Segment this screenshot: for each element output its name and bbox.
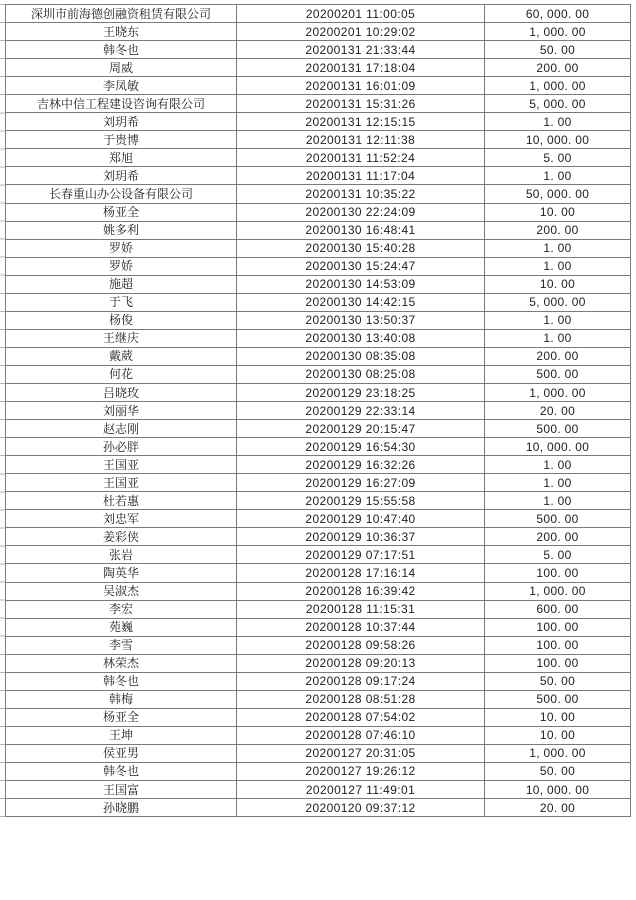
payer-name-cell: 王国亚 [6,456,237,473]
amount-cell: 10. 00 [539,205,576,220]
table-row [6,510,630,528]
amount-cell: 1. 00 [543,457,572,472]
amount-cell: 1, 000. 00 [529,584,586,599]
payer-name-cell: 刘玥希 [6,113,237,130]
timestamp-cell: 20200130 14:42:15 [237,294,485,311]
amount-cell: 500. 00 [536,692,579,707]
table-row [6,564,630,582]
timestamp-cell: 20200129 16:32:26 [237,456,485,473]
table-row [6,673,630,691]
timestamp-cell: 20200130 16:48:41 [237,222,485,239]
timestamp-cell: 20200130 15:24:47 [237,258,485,275]
timestamp-cell: 20200131 16:01:09 [237,77,485,94]
payer-name-cell: 王国富 [6,781,237,798]
table-row [6,438,630,456]
payer-name-cell: 罗娇 [6,240,237,257]
timestamp-cell: 20200131 12:11:38 [237,131,485,148]
amount-cell: 10, 000. 00 [525,439,590,454]
payer-name-cell: 吕晓玫 [6,384,237,401]
payer-name-cell: 王继庆 [6,330,237,347]
timestamp-cell: 20200127 11:49:01 [237,781,485,798]
timestamp-cell: 20200129 07:17:51 [237,546,485,563]
amount-cell: 100. 00 [536,656,579,671]
payer-name-cell: 李宏 [6,601,237,618]
table-row [6,59,630,77]
table-row [6,402,630,420]
table-row [6,420,630,438]
payer-name-cell: 韩梅 [6,691,237,708]
amount-cell: 10. 00 [539,728,576,743]
timestamp-cell: 20200131 11:17:04 [237,167,485,184]
timestamp-cell: 20200130 22:24:09 [237,204,485,221]
payer-name-cell: 吴淑杰 [6,583,237,600]
table-row [6,204,630,222]
amount-cell: 10, 000. 00 [525,782,590,797]
payer-name-cell: 孙必胖 [6,438,237,455]
payer-name-cell: 刘忠军 [6,510,237,527]
table-row [6,167,630,185]
payer-name-cell: 韩冬也 [6,763,237,780]
table-row [6,655,630,673]
payer-name-cell: 杨俊 [6,312,237,329]
payer-name-cell: 刘丽华 [6,402,237,419]
timestamp-cell: 20200131 11:52:24 [237,149,485,166]
amount-cell: 500. 00 [536,421,579,436]
table-row [6,348,630,366]
payer-name-cell: 韩冬也 [6,41,237,58]
amount-cell: 50, 000. 00 [525,186,590,201]
timestamp-cell: 20200131 17:18:04 [237,59,485,76]
timestamp-cell: 20200130 08:25:08 [237,366,485,383]
table-row [6,5,630,23]
amount-cell: 1. 00 [543,493,572,508]
table-row [6,619,630,637]
table-row [6,276,630,294]
table-row [6,546,630,564]
timestamp-cell: 20200131 12:15:15 [237,113,485,130]
table-row [6,240,630,258]
payer-name-cell: 杜若惠 [6,492,237,509]
table-row [6,77,630,95]
amount-cell: 100. 00 [536,620,579,635]
timestamp-cell: 20200128 07:46:10 [237,727,485,744]
timestamp-cell: 20200128 16:39:42 [237,583,485,600]
payer-name-cell: 王国亚 [6,474,237,491]
table-row [6,528,630,546]
amount-cell: 5. 00 [543,547,572,562]
table-row [6,95,630,113]
amount-cell: 600. 00 [536,602,579,617]
timestamp-cell: 20200128 09:17:24 [237,673,485,690]
table-row [6,691,630,709]
amount-cell: 200. 00 [536,60,579,75]
table-row [6,330,630,348]
amount-cell: 500. 00 [536,367,579,382]
payer-name-cell: 王坤 [6,727,237,744]
payer-name-cell: 吉林中信工程建设咨询有限公司 [6,95,237,112]
timestamp-cell: 20200129 16:27:09 [237,474,485,491]
timestamp-cell: 20200129 15:55:58 [237,492,485,509]
timestamp-cell: 20200130 14:53:09 [237,276,485,293]
table-row [6,583,630,601]
payer-name-cell: 郑旭 [6,149,237,166]
amount-cell: 1. 00 [543,114,572,129]
amount-cell: 10. 00 [539,277,576,292]
timestamp-cell: 20200130 13:40:08 [237,330,485,347]
table-row [6,799,630,817]
amount-cell: 1. 00 [543,259,572,274]
table-row [6,456,630,474]
timestamp-cell: 20200128 10:37:44 [237,619,485,636]
timestamp-cell: 20200128 11:15:31 [237,601,485,618]
payer-name-cell: 于飞 [6,294,237,311]
payer-name-cell: 孙晓鹏 [6,799,237,816]
timestamp-cell: 20200131 10:35:22 [237,185,485,202]
payer-name-cell: 王晓东 [6,23,237,40]
payer-name-cell: 林荣杰 [6,655,237,672]
amount-cell: 50. 00 [539,764,576,779]
timestamp-cell: 20200131 21:33:44 [237,41,485,58]
timestamp-cell: 20200128 07:54:02 [237,709,485,726]
amount-cell: 1. 00 [543,475,572,490]
amount-cell: 100. 00 [536,638,579,653]
timestamp-cell: 20200129 10:36:37 [237,528,485,545]
table-row [6,149,630,167]
table-row [6,727,630,745]
payer-name-cell: 姜彩侠 [6,528,237,545]
amount-cell: 10, 000. 00 [525,132,590,147]
amount-cell: 60, 000. 00 [525,6,590,21]
payer-name-cell: 姚多利 [6,222,237,239]
amount-cell: 200. 00 [536,349,579,364]
timestamp-cell: 20200128 09:20:13 [237,655,485,672]
payer-name-cell: 刘玥希 [6,167,237,184]
amount-cell: 5, 000. 00 [529,96,586,111]
amount-cell: 5. 00 [543,150,572,165]
amount-cell: 1. 00 [543,168,572,183]
amount-cell: 1, 000. 00 [529,385,586,400]
timestamp-cell: 20200201 10:29:02 [237,23,485,40]
amount-cell: 20. 00 [539,800,576,815]
table-row [6,312,630,330]
amount-cell: 50. 00 [539,42,576,57]
payer-name-cell: 杨亚全 [6,709,237,726]
table-row [6,23,630,41]
table-row [6,185,630,203]
table-row [6,366,630,384]
amount-cell: 20. 00 [539,403,576,418]
payer-name-cell: 李雪 [6,637,237,654]
timestamp-cell: 20200128 08:51:28 [237,691,485,708]
table-row [6,294,630,312]
payer-name-cell: 杨亚全 [6,204,237,221]
amount-cell: 10. 00 [539,710,576,725]
amount-cell: 200. 00 [536,529,579,544]
amount-cell: 1. 00 [543,331,572,346]
timestamp-cell: 20200129 16:54:30 [237,438,485,455]
payer-name-cell: 李凤敏 [6,77,237,94]
amount-cell: 1. 00 [543,241,572,256]
table-row [6,258,630,276]
timestamp-cell: 20200120 09:37:12 [237,799,485,816]
amount-cell: 50. 00 [539,674,576,689]
timestamp-cell: 20200130 15:40:28 [237,240,485,257]
timestamp-cell: 20200129 22:33:14 [237,402,485,419]
table-row [6,781,630,799]
payer-name-cell: 苑巍 [6,619,237,636]
table-row [6,384,630,402]
amount-cell: 500. 00 [536,511,579,526]
payer-name-cell: 何花 [6,366,237,383]
payer-name-cell: 于贵博 [6,131,237,148]
table-row [6,131,630,149]
timestamp-cell: 20200128 09:58:26 [237,637,485,654]
timestamp-cell: 20200129 23:18:25 [237,384,485,401]
amount-cell: 1, 000. 00 [529,746,586,761]
table-row [6,113,630,131]
table-row [6,709,630,727]
timestamp-cell: 20200127 19:26:12 [237,763,485,780]
table-row [6,222,630,240]
timestamp-cell: 20200130 13:50:37 [237,312,485,329]
timestamp-cell: 20200127 20:31:05 [237,745,485,762]
timestamp-cell: 20200131 15:31:26 [237,95,485,112]
payer-name-cell: 罗娇 [6,258,237,275]
timestamp-cell: 20200128 17:16:14 [237,564,485,581]
payer-name-cell: 陶英华 [6,564,237,581]
payer-name-cell: 施超 [6,276,237,293]
amount-cell: 1. 00 [543,313,572,328]
table-row [6,763,630,781]
timestamp-cell: 20200129 20:15:47 [237,420,485,437]
payer-name-cell: 韩冬也 [6,673,237,690]
timestamp-cell: 20200129 10:47:40 [237,510,485,527]
table-row [6,474,630,492]
table-row [6,601,630,619]
amount-cell: 1, 000. 00 [529,24,586,39]
payer-name-cell: 戴葳 [6,348,237,365]
payer-name-cell: 周威 [6,59,237,76]
amount-cell: 1, 000. 00 [529,78,586,93]
table-row [6,745,630,763]
amount-cell: 200. 00 [536,223,579,238]
payer-name-cell: 深圳市前海德创融资租赁有限公司 [6,5,237,22]
transactions-table [5,4,631,817]
table-row [6,41,630,59]
table-row [6,492,630,510]
payer-name-cell: 赵志刚 [6,420,237,437]
payer-name-cell: 长春重山办公设备有限公司 [6,185,237,202]
payer-name-cell: 张岩 [6,546,237,563]
amount-cell: 5, 000. 00 [529,295,586,310]
timestamp-cell: 20200130 08:35:08 [237,348,485,365]
amount-cell: 100. 00 [536,565,579,580]
timestamp-cell: 20200201 11:00:05 [237,5,485,22]
table-row [6,637,630,655]
payer-name-cell: 侯亚男 [6,745,237,762]
